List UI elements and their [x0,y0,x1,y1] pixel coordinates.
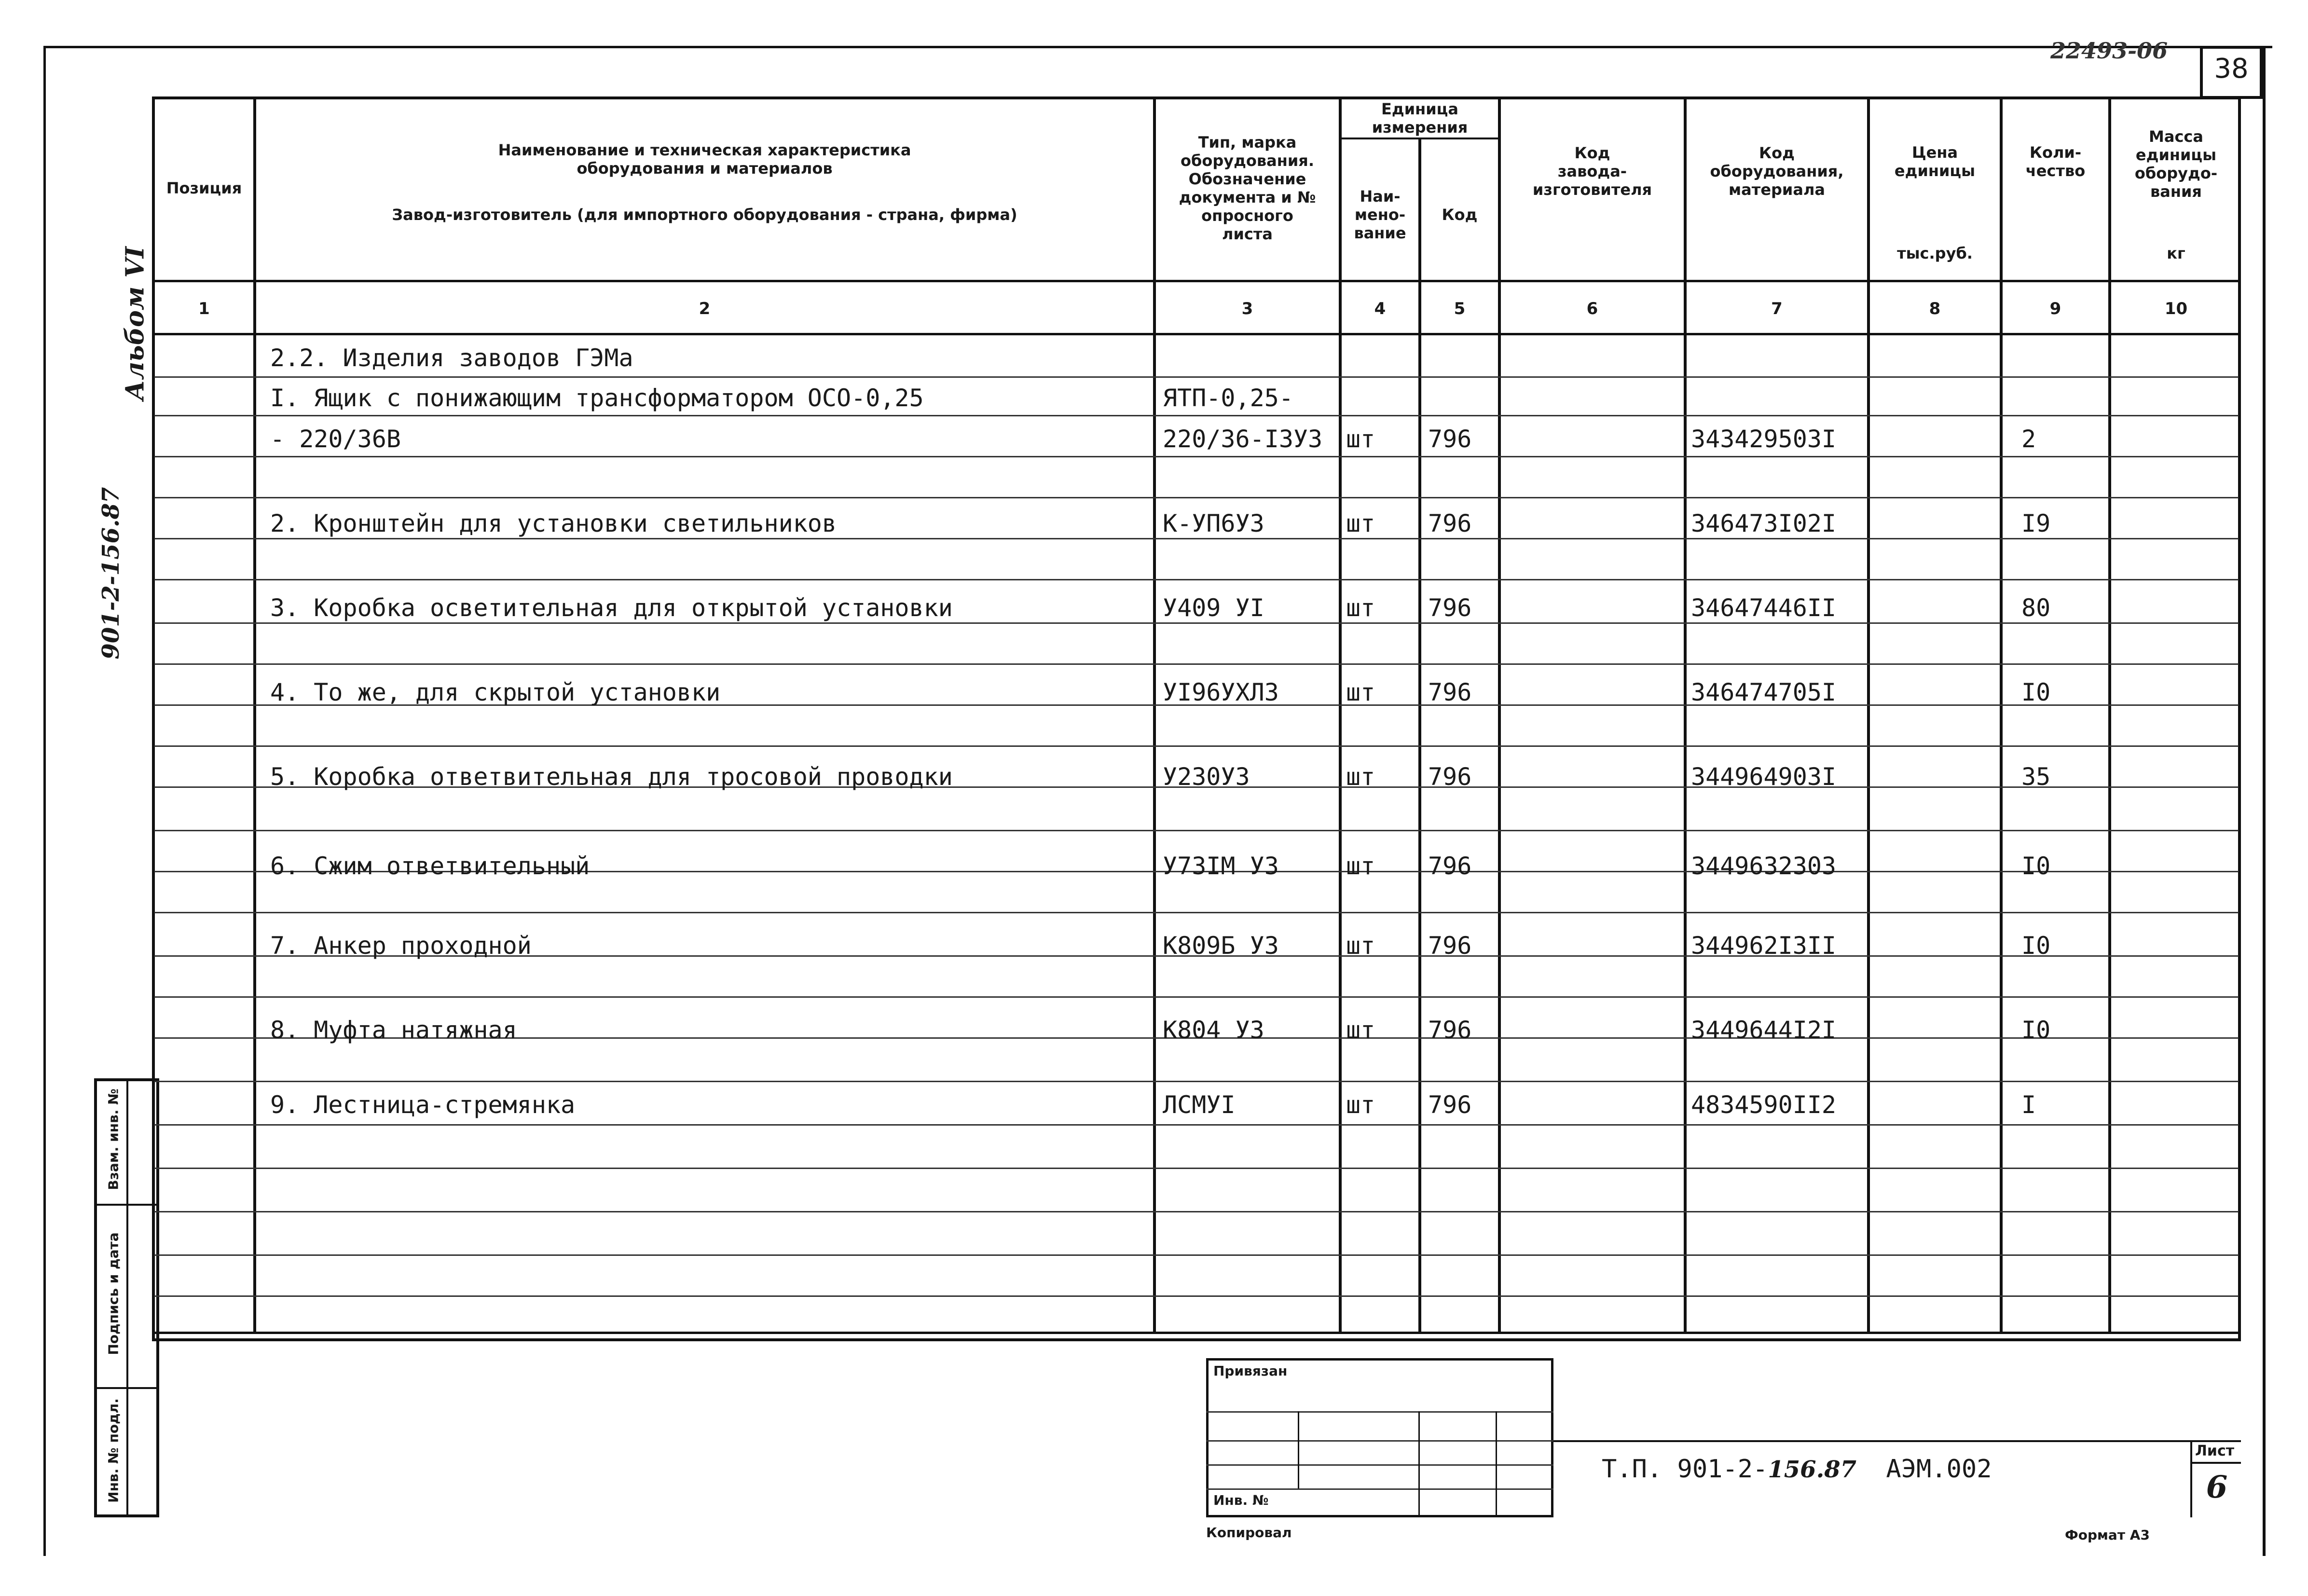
format-label: Формат А3 [2065,1527,2150,1543]
row-line [154,912,2239,913]
item-unit-code: 796 [1428,425,1472,453]
main-table-frame [152,96,2241,1341]
item-equip-code: 344962I3II [1691,932,1837,960]
row-line [154,579,2239,580]
item-type: ЛСМУI [1163,1091,1236,1119]
row-line [154,415,2239,416]
section-title: 2.2. Изделия заводов ГЭМа [270,344,633,372]
item-name: 2. Кронштейн для установки светильников [270,509,837,537]
item-qty: 35 [2021,763,2051,791]
item-equip-code: 346474705I [1691,678,1837,706]
item-type-cont: 220/36-I3У3 [1163,425,1323,453]
item-unit-code: 796 [1428,1016,1472,1044]
hdr-position: Позиция [166,179,242,197]
row-line [154,1254,2239,1256]
item-unit: шт [1346,852,1375,880]
left-stamp-divider [126,1078,128,1517]
colnum-bottom-line [152,333,2241,335]
stamp-inv-podl: Инв. № подл. [105,1398,122,1503]
list-box-line [2190,1462,2241,1464]
frame-top-line [43,46,2272,48]
designation-hand: 156.87 [1768,1456,1857,1483]
item-unit: шт [1346,425,1375,453]
colnum-3: 3 [1241,299,1253,318]
item-unit: шт [1346,678,1375,706]
hdr-maker-code: Код завода- изготовителя [1532,144,1652,199]
row-line [154,376,2239,378]
hdr-unit-code: Код [1442,206,1478,224]
frame-left-line [43,46,46,1556]
item-equip-code: 346473I02I [1691,509,1837,537]
hdr-equip-code: Код оборудования, материала [1710,144,1844,199]
left-stamp-sep2 [94,1387,159,1389]
row-line [154,1295,2239,1297]
item-type: К-УП6У3 [1163,509,1264,537]
top-stamp: 22493-06 [2050,38,2168,64]
colnum-9: 9 [2049,299,2061,318]
designation-prefix: Т.П. 901-2- [1602,1455,1768,1484]
row-line [154,1211,2239,1212]
item-unit: шт [1346,594,1375,622]
colnum-7: 7 [1771,299,1783,318]
item-qty: I0 [2021,852,2051,880]
item-name-cont: - 220/36В [270,425,401,453]
item-unit-code: 796 [1428,1091,1472,1119]
stamp-vzam: Взам. инв. № [105,1088,122,1190]
hdr-price: Цена единицы [1894,143,1976,180]
item-equip-code: 3449632303 [1691,852,1837,880]
item-unit: шт [1346,509,1375,537]
item-type: К804 У3 [1163,1016,1264,1044]
item-name: 7. Анкер проходной [270,932,532,960]
item-unit: шт [1346,1091,1375,1119]
item-name: 4. То же, для скрытой установки [270,678,721,706]
item-unit-code: 796 [1428,763,1472,791]
hdr-unit-group: Единица измерения [1372,100,1468,137]
row-line [154,456,2239,457]
list-label: Лист [2195,1443,2235,1459]
item-name: I. Ящик с понижающим трансформатором ОСО-0,25 [270,384,924,412]
album-label: Альбом VI [120,246,150,401]
item-name: 3. Коробка осветительная для открытой установки [270,594,953,622]
item-unit-code: 796 [1428,932,1472,960]
item-type: УI96УХЛ3 [1163,678,1279,706]
item-qty: I0 [2021,932,2051,960]
hdr-unit-name: Наи- мено- вание [1354,187,1406,242]
item-unit-code: 796 [1428,852,1472,880]
priv-vline-2 [1418,1411,1420,1517]
row-line [154,1168,2239,1169]
item-name: 9. Лестница-стремянка [270,1091,576,1119]
item-type: У73IМ У3 [1163,852,1279,880]
row-line [154,538,2239,539]
hdr-price-unit: тыс.руб. [1897,244,1973,262]
stamp-podpis: Подпись и дата [105,1232,122,1355]
item-unit-code: 796 [1428,678,1472,706]
row-line [154,830,2239,831]
unit-group-line [1339,138,1498,139]
hdr-mass: Масса единицы оборудо- вания [2134,127,2218,201]
item-unit: шт [1346,1016,1375,1044]
frame-right-line [2263,46,2266,1556]
row-line [154,996,2239,998]
colnum-10: 10 [2164,299,2188,318]
colnum-5: 5 [1454,299,1466,318]
colnum-1: 1 [198,299,210,318]
item-type: У409 УI [1163,594,1264,622]
list-number: 6 [2206,1469,2228,1505]
header-bottom-line [152,280,2241,282]
priv-line-3 [1206,1464,1553,1466]
item-type: У230У3 [1163,763,1250,791]
row-line [154,1124,2239,1126]
colnum-4: 4 [1374,299,1386,318]
item-unit-code: 796 [1428,509,1472,537]
item-qty: I0 [2021,678,2051,706]
priv-vline-1 [1298,1411,1299,1488]
inv-no-label: Инв. № [1213,1492,1269,1508]
item-unit: шт [1346,932,1375,960]
hdr-mass-unit: кг [2167,244,2185,262]
hdr-name-2: Завод-изготовитель (для импортного оборудования - страна, фирма) [392,206,1017,224]
priv-vline-3 [1496,1411,1497,1517]
item-equip-code: 34647446II [1691,594,1837,622]
colnum-8: 8 [1929,299,1941,318]
priv-line-2 [1206,1440,1553,1442]
item-qty: I9 [2021,509,2051,537]
hdr-type: Тип, марка оборудования. Обозначение документа и № опросного листа [1179,133,1316,243]
item-qty: I0 [2021,1016,2051,1044]
row-line [154,1081,2239,1082]
item-name: 8. Муфта натяжная [270,1016,517,1044]
item-type: К809Б У3 [1163,932,1279,960]
colnum-2: 2 [699,299,711,318]
row-line [154,663,2239,665]
priv-line-1 [1206,1411,1553,1413]
privyazan-label: Привязан [1213,1363,1288,1379]
item-unit-code: 796 [1428,594,1472,622]
table-bottom-line [152,1332,2241,1334]
copied-label: Копировал [1206,1525,1292,1541]
list-box-divider [2190,1440,2192,1517]
designation-top-line [1553,1440,2241,1442]
item-qty: 80 [2021,594,2051,622]
left-stamp-sep1 [94,1204,159,1206]
colnum-6: 6 [1586,299,1598,318]
item-equip-code: 3449644I2I [1691,1016,1837,1044]
item-qty: I [2021,1091,2036,1119]
item-type: ЯТП-0,25- [1163,384,1293,412]
project-code-vertical: 901-2-156.87 [97,487,124,660]
designation-tail: АЭМ.002 [1886,1455,1992,1484]
priv-line-4 [1206,1488,1553,1490]
item-name: 6. Сжим ответвительный [270,852,590,880]
row-line [154,745,2239,747]
item-name: 5. Коробка ответвительная для тросовой проводки [270,763,953,791]
item-qty: 2 [2021,425,2036,453]
item-equip-code: 344964903I [1691,763,1837,791]
row-line [154,622,2239,624]
item-equip-code: 4834590II2 [1691,1091,1837,1119]
designation-row [1602,1455,1992,1484]
row-line [154,497,2239,498]
hdr-qty: Коли- чество [2025,143,2086,180]
hdr-name-1: Наименование и техническая характеристика оборудования и материалов [498,141,911,178]
item-unit: шт [1346,763,1375,791]
item-equip-code: 343429503I [1691,425,1837,453]
page-number: 38 [2214,53,2249,84]
